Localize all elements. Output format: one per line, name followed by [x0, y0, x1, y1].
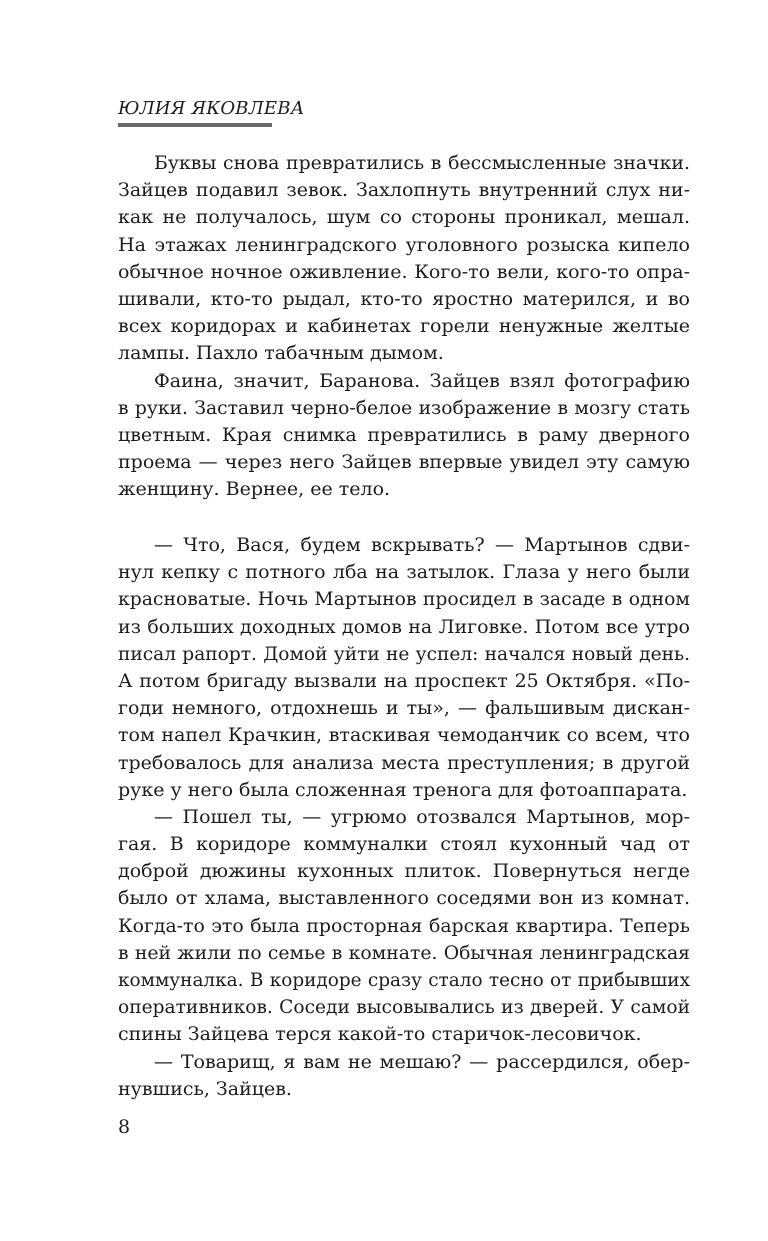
- text-line: — Что, Вася, будем вскрывать? — Мартынов сдви-: [154, 534, 690, 556]
- text-line: Зайцев подавил зевок. Захлопнуть внутренний слух ни-: [118, 179, 690, 202]
- text-line: спины Зайцева терся какой-то старичок-лесовичок.: [118, 1023, 642, 1046]
- text-line: было от хлама, выставленного соседями вон из комнат.: [118, 887, 690, 910]
- text-block-2: [118, 532, 690, 1103]
- text-line: красноватые. Ночь Мартынов просидел в засаде в одном: [118, 589, 690, 611]
- text-line: обычное ночное оживление. Кого-то вели, кого-то опра-: [118, 260, 690, 283]
- text-line: руке у него была сложенная тренога для фотоаппарата.: [118, 778, 688, 801]
- text-line: гая. В коридоре коммуналки стоял кухонный чад от: [118, 833, 690, 856]
- text-line: женщину. Вернее, ее тело.: [118, 478, 391, 501]
- text-line: оперативников. Соседи высовывались из дверей. У самой: [118, 997, 690, 1019]
- text-line: в ней жили по семье в комнате. Обычная ленинградская: [118, 942, 690, 964]
- text-line: как не получалось, шум со стороны проникал, мешал.: [118, 206, 690, 229]
- text-line: лампы. Пахло табачным дымом.: [118, 342, 444, 365]
- text-line: коммуналка. В коридоре сразу стало тесно от прибывших: [118, 970, 690, 991]
- text-line: — Пошел ты, — угрюмо отозвался Мартынов, мор-: [154, 805, 690, 828]
- text-line: годи немного, отдохнешь и ты», — фальшивым дискан-: [118, 697, 690, 720]
- text-line: — Товарищ, я вам не мешаю? — рассердился, обер-: [154, 1050, 690, 1073]
- text-line: шивали, кто-то рыдал, кто-то яростно матерился, и во: [118, 287, 690, 310]
- header-rule: [118, 123, 272, 127]
- page-number: 8: [118, 1116, 131, 1138]
- text-line: доброй дюжины кухонных плиток. Повернуться негде: [118, 860, 690, 883]
- text-line: цветным. Края снимка превратились в раму дверного: [118, 423, 690, 446]
- text-line: А потом бригаду вызвали на проспект 25 Октября. «По-: [118, 669, 690, 692]
- text-line: в руки. Заставил черно-белое изображение в мозгу стать: [118, 397, 690, 419]
- text-line: Фаина, значит, Баранова. Зайцев взял фотографию: [154, 369, 690, 392]
- text-line: нул кепку с потного лба на затылок. Глаза у него были: [118, 561, 690, 584]
- text-line: Буквы снова превратились в бессмысленные значки.: [154, 152, 690, 174]
- text-block-1: [118, 150, 690, 503]
- text-line: проема — через него Зайцев впервые увидел эту самую: [118, 451, 690, 474]
- running-title: ЮЛИЯ ЯКОВЛЕВА: [118, 98, 305, 119]
- text-line: требовалось для анализа места преступления; в другой: [118, 751, 690, 774]
- text-line: том напел Крачкин, втаскивая чемоданчик со всем, что: [118, 724, 690, 747]
- text-line: На этажах ленинградского уголовного розыска кипело: [118, 233, 690, 256]
- text-line: Когда-то это была просторная барская квартира. Теперь: [118, 914, 690, 937]
- text-line: всех коридорах и кабинетах горели ненужные желтые: [118, 315, 690, 338]
- text-line: из больших доходных домов на Лиговке. Потом все утро: [118, 615, 690, 638]
- text-line: нувшись, Зайцев.: [118, 1077, 292, 1100]
- text-line: писал рапорт. Домой уйти не успел: начался новый день.: [118, 643, 690, 665]
